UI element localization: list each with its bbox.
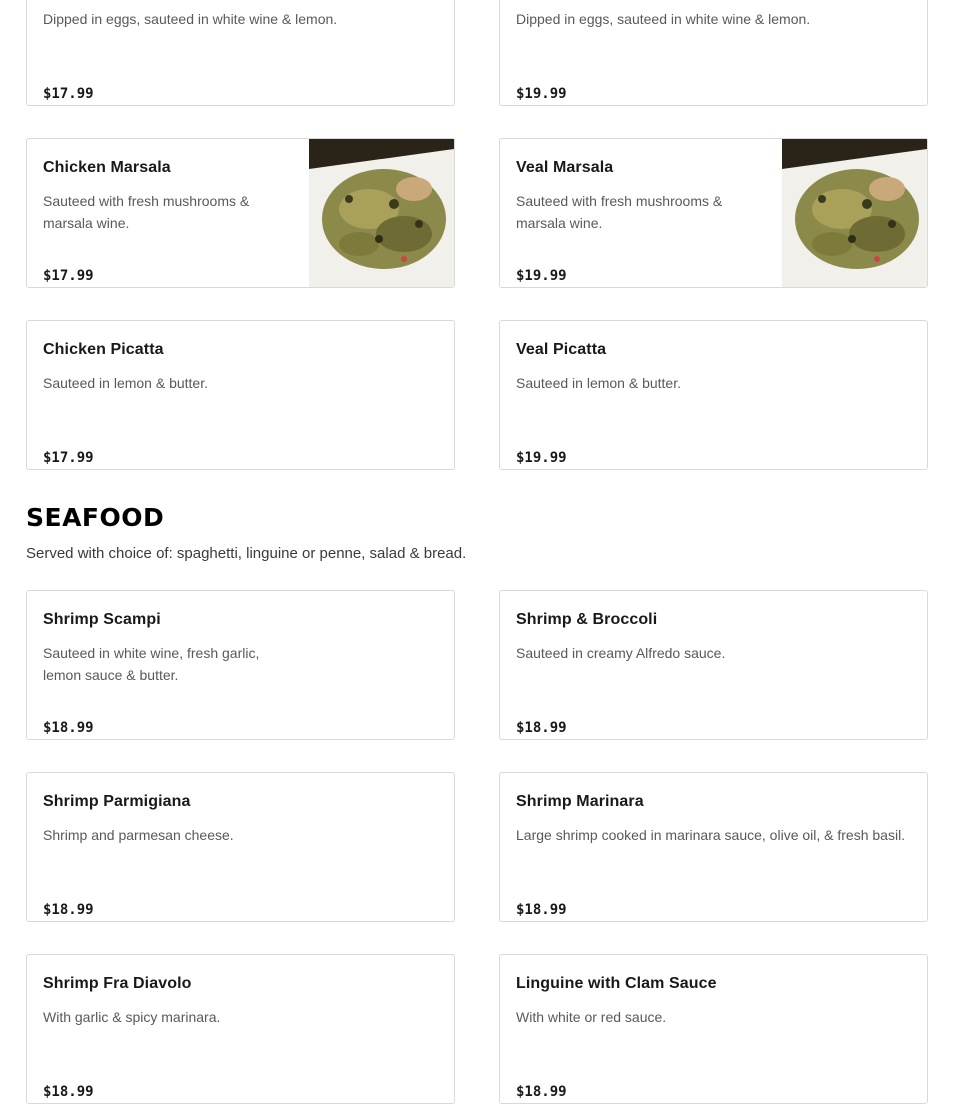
menu-item-card[interactable] xyxy=(26,138,455,288)
section-title: SEAFOOD xyxy=(26,503,165,532)
section-subtitle: Served with choice of: spaghetti, linguine or penne, salad & bread. xyxy=(26,545,467,562)
menu-item-description: Large shrimp cooked in marinara sauce, olive oil, & fresh basil. xyxy=(516,827,906,843)
menu-item-card[interactable] xyxy=(26,320,455,470)
menu-item-card[interactable] xyxy=(26,954,455,1104)
menu-item-name: Shrimp & Broccoli xyxy=(516,611,658,628)
menu-item-price: $17.99 xyxy=(43,450,94,466)
menu-item-name: Shrimp Parmigiana xyxy=(43,793,191,810)
menu-item-card[interactable] xyxy=(26,590,455,740)
menu-item-price: $19.99 xyxy=(516,268,567,284)
menu-item-description: With garlic & spicy marinara. xyxy=(43,1009,221,1025)
menu-item-card[interactable] xyxy=(26,772,455,922)
menu-item-card[interactable] xyxy=(499,138,928,288)
pasta-dish-photo xyxy=(309,139,454,287)
menu-item-description: With white or red sauce. xyxy=(516,1009,667,1025)
menu-item-price: $18.99 xyxy=(516,902,567,918)
menu-item-name: Veal Picatta xyxy=(516,341,607,358)
menu-item-description: Dipped in eggs, sauteed in white wine & lemon. xyxy=(516,11,811,27)
menu-item-card[interactable] xyxy=(26,0,455,106)
menu-item-description: Shrimp and parmesan cheese. xyxy=(43,827,234,843)
menu-item-price: $18.99 xyxy=(43,902,94,918)
menu-item-description: Sauteed in lemon & butter. xyxy=(516,375,681,391)
menu-item-card[interactable] xyxy=(499,320,928,470)
menu-item-name: Shrimp Fra Diavolo xyxy=(43,975,192,992)
pasta-dish-photo xyxy=(782,139,927,287)
menu-item-price: $18.99 xyxy=(43,1084,94,1100)
menu-item-price: $17.99 xyxy=(43,86,94,102)
menu-item-name: Veal Marsala xyxy=(516,159,614,176)
menu-item-name: Chicken Marsala xyxy=(43,159,171,176)
menu-item-description: Sauteed with fresh mushrooms & marsala wine. xyxy=(516,193,723,231)
menu-item-description: Sauteed with fresh mushrooms & marsala wine. xyxy=(43,193,250,231)
menu-item-price: $18.99 xyxy=(516,720,567,736)
menu-item-name: Chicken Picatta xyxy=(43,341,164,358)
menu-item-card[interactable] xyxy=(499,954,928,1104)
menu-item-price: $19.99 xyxy=(516,86,567,102)
menu-item-card[interactable] xyxy=(499,0,928,106)
menu-item-description: Dipped in eggs, sauteed in white wine & lemon. xyxy=(43,11,338,27)
menu-item-price: $18.99 xyxy=(516,1084,567,1100)
menu-item-description: Sauteed in white wine, fresh garlic, lemon sauce & butter. xyxy=(43,645,260,683)
menu-item-description: Sauteed in creamy Alfredo sauce. xyxy=(516,645,726,661)
menu-item-price: $19.99 xyxy=(516,450,567,466)
menu-item-card[interactable] xyxy=(499,590,928,740)
menu-item-description: Sauteed in lemon & butter. xyxy=(43,375,208,391)
menu-item-price: $17.99 xyxy=(43,268,94,284)
menu-item-name: Linguine with Clam Sauce xyxy=(516,975,717,992)
menu-item-name: Shrimp Marinara xyxy=(516,793,644,810)
menu-item-price: $18.99 xyxy=(43,720,94,736)
menu-item-name: Shrimp Scampi xyxy=(43,611,161,628)
menu-item-card[interactable] xyxy=(499,772,928,922)
